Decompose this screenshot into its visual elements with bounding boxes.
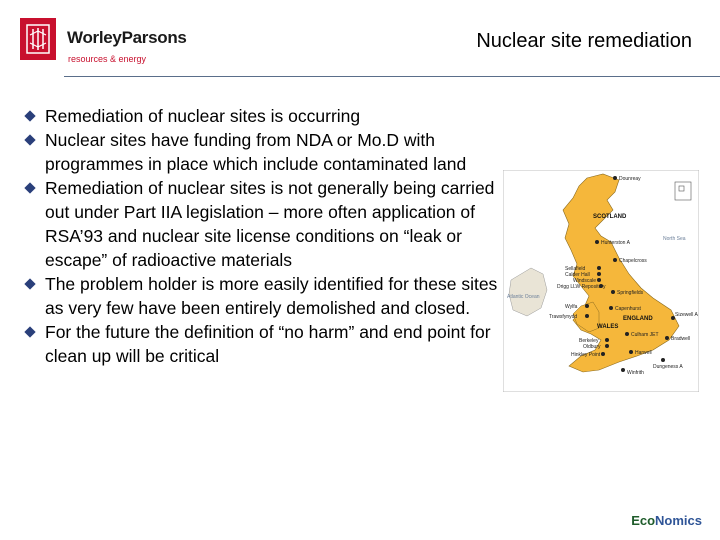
svg-text:Culham JET: Culham JET	[631, 332, 659, 338]
bullet-text: For the future the definition of “no harm” and end point for clean up will be critical	[45, 322, 491, 366]
map-sea-label: North Sea	[663, 236, 686, 242]
uk-nuclear-sites-map	[503, 170, 699, 392]
site-marker	[595, 240, 631, 246]
svg-text:Calder Hall: Calder Hall	[565, 272, 590, 278]
diamond-bullet-icon	[24, 182, 35, 193]
diamond-bullet-icon	[24, 326, 35, 337]
svg-text:Dungeness A: Dungeness A	[653, 364, 683, 370]
worleyparsons-logo	[20, 18, 56, 60]
svg-text:Winfrith: Winfrith	[627, 370, 644, 376]
econnomics-logo	[631, 513, 702, 528]
bullet-text: The problem holder is more easily identified for these sites as very few have been entirely demolished and closed.	[45, 274, 498, 318]
map-region-label: SCOTLAND	[593, 214, 627, 220]
header-divider	[64, 76, 720, 77]
svg-text:Springfields: Springfields	[617, 290, 644, 296]
map-region-label: WALES	[597, 324, 619, 330]
svg-text:Sellafield: Sellafield	[565, 266, 586, 272]
svg-text:Sizewell A: Sizewell A	[675, 312, 698, 318]
bullet-text: Nuclear sites have funding from NDA or Mo.D with programmes in place which include contaminated land	[45, 130, 467, 174]
svg-text:Trawsfynydd: Trawsfynydd	[549, 314, 578, 320]
svg-text:Drigg LLW Repository: Drigg LLW Repository	[557, 284, 606, 290]
svg-text:Berkeley: Berkeley	[579, 338, 599, 344]
svg-text:Dounreay: Dounreay	[619, 176, 641, 182]
bullet-text: Remediation of nuclear sites is not generally being carried out under Part IIA legislation – more often application of RSA’93 and nuclear site license conditions on “leak or escape” of radioactive materials	[45, 178, 495, 270]
site-marker	[557, 284, 606, 290]
diamond-bullet-icon	[24, 110, 35, 121]
brand-name: WorleyParsons	[67, 28, 187, 47]
footer-logo-eco: Eco	[631, 513, 656, 528]
bullet-item	[22, 320, 502, 368]
svg-text:Wylfa: Wylfa	[565, 304, 578, 310]
site-marker	[625, 332, 659, 338]
site-marker	[571, 352, 605, 358]
map-sea-label: Atlantic Ocean	[507, 294, 540, 300]
svg-text:Chapelcross: Chapelcross	[619, 258, 647, 264]
svg-text:Harwell: Harwell	[635, 350, 652, 356]
svg-text:Hunterston A: Hunterston A	[601, 240, 630, 246]
site-marker	[613, 258, 647, 264]
slide-title: Nuclear site remediation	[476, 30, 692, 52]
bullet-item	[22, 272, 502, 320]
svg-text:Oldbury: Oldbury	[583, 344, 601, 350]
bullet-item	[22, 176, 502, 272]
brand-tagline: resources & energy	[68, 54, 147, 64]
bullet-item	[22, 128, 502, 176]
bullet-text: Remediation of nuclear sites is occurring	[45, 106, 361, 126]
bullet-list	[22, 104, 502, 368]
map-region-label: ENGLAND	[623, 316, 653, 322]
diamond-bullet-icon	[24, 134, 35, 145]
bullet-item	[22, 104, 502, 128]
svg-text:Capenhurst: Capenhurst	[615, 306, 641, 312]
diamond-bullet-icon	[24, 278, 35, 289]
svg-text:Windscale: Windscale	[573, 278, 597, 284]
logo-emblem-icon	[25, 23, 51, 55]
svg-text:Bradwell: Bradwell	[671, 336, 691, 342]
svg-text:Hinkley Point: Hinkley Point	[571, 352, 601, 358]
footer-logo-nomics: Nomics	[655, 513, 702, 528]
